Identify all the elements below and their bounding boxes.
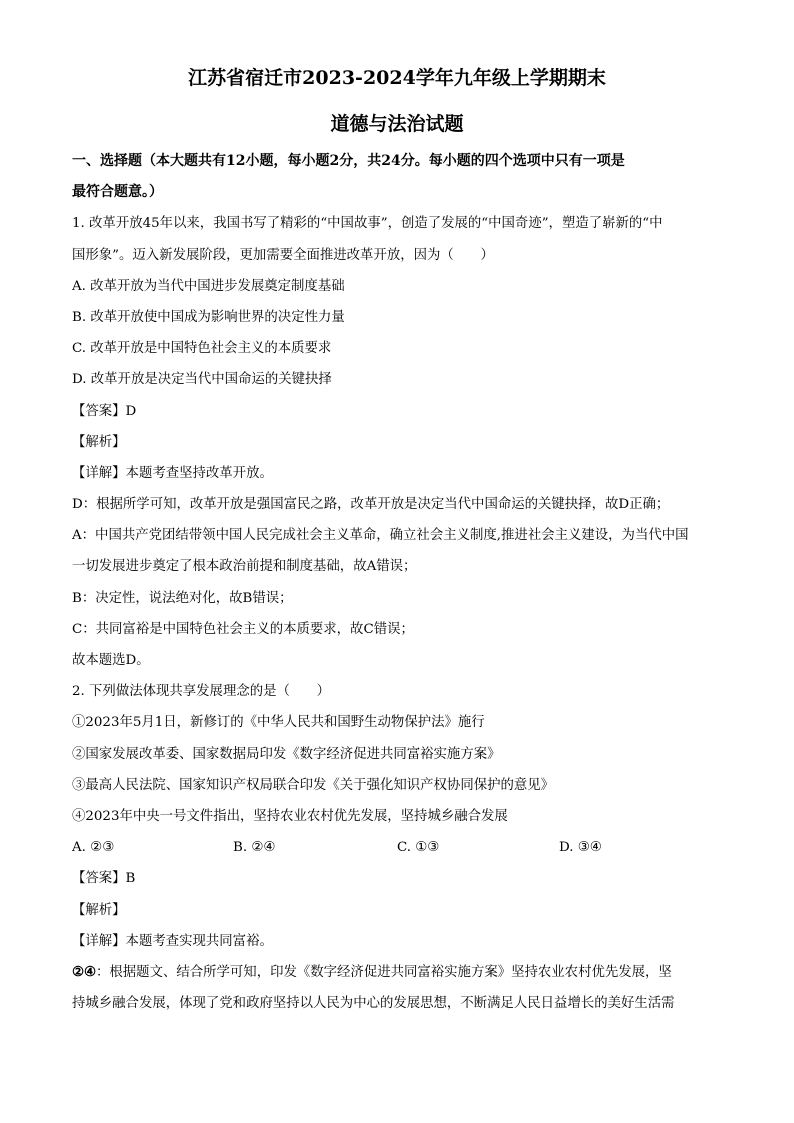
explain-marker: ②④ [72, 963, 97, 980]
option-d: D. 改革开放是决定当代中国命运的关键抉择 [72, 372, 332, 388]
answer-label: 【答案】D [72, 403, 137, 419]
analysis-label: 【解析】 [72, 434, 126, 450]
option-c: C. 改革开放是中国特色社会主义的本质要求 [72, 341, 332, 357]
option-row [72, 832, 722, 863]
section-heading-cont: 最符合题意。） [72, 184, 163, 201]
option-c: C. ①③ [397, 840, 440, 856]
explain-line: 故本题选D。 [72, 653, 150, 668]
explain-line: D：根据所学可知，改革开放是强国富民之路，改革开放是决定当代中国命运的关键抉择，故D正确； [72, 497, 670, 513]
document-subtitle: 道德与法治试题 [330, 113, 464, 135]
option-b: B. 改革开放使中国成为影响世界的决定性力量 [72, 309, 345, 325]
statement-item: ④2023年中央一号文件指出，坚持农业农村优先发展，坚持城乡融合发展 [72, 808, 508, 824]
section-heading: 一、选择题（本大题共有12小题，每小题2分，共24分。每小题的四个选项中只有一项是 [72, 153, 625, 169]
option-d: D. ③④ [559, 840, 602, 856]
question-1 [72, 208, 722, 676]
explain-text: ：根据题文、结合所学可知，印发《数字经济促进共同富裕实施方案》坚持农业农村优先发展，坚 [96, 964, 672, 980]
option-a: A. 改革开放为当代中国进步发展奠定制度基础 [72, 278, 345, 294]
document-page [72, 66, 722, 1019]
explain-line: 一切发展进步奠定了根本政治前提和制度基础，故A错误； [72, 559, 417, 575]
explain-line: 持城乡融合发展，体现了党和政府坚持以人民为中心的发展思想，不断满足人民日益增长的美好生活需 [72, 996, 675, 1012]
statement-item: ①2023年5月1日，新修订的《中华人民共和国野生动物保护法》施行 [72, 715, 485, 731]
statement-item: ②国家发展改革委、国家数据局印发《数字经济促进共同富裕实施方案》 [72, 746, 501, 762]
document-title: 江苏省宿迁市2023-2024学年九年级上学期期末 [188, 67, 606, 89]
detail-text: 【详解】本题考查坚持改革开放。 [72, 465, 273, 481]
explain-line: C：共同富裕是中国特色社会主义的本质要求，故C错误； [72, 621, 414, 637]
question-stem: 1. 改革开放45年以来，我国书写了精彩的“中国故事”，创造了发展的“中国奇迹”，塑造了崭新的“中 [72, 216, 663, 232]
question-2 [72, 676, 722, 1019]
option-a: A. ②③ [72, 840, 115, 856]
statement-item: ③最高人民法院、国家知识产权局联合印发《关于强化知识产权协同保护的意见》 [72, 777, 555, 793]
explain-line [72, 957, 722, 988]
option-b: B. ②④ [233, 840, 276, 856]
explain-line: B：决定性，说法绝对化，故B错误； [72, 590, 293, 606]
question-stem: 2. 下列做法体现共享发展理念的是（ ） [72, 684, 331, 700]
explain-line: A：中国共产党团结带领中国人民完成社会主义革命，确立社会主义制度,推进社会主义建设，为当代中国 [72, 528, 689, 544]
question-stem-cont: 国形象”。迈入新发展阶段，更加需要全面推进改革开放，因为（ ） [72, 247, 494, 263]
analysis-label: 【解析】 [72, 902, 126, 918]
answer-label: 【答案】B [72, 871, 136, 887]
detail-text: 【详解】本题考查实现共同富裕。 [72, 933, 273, 949]
